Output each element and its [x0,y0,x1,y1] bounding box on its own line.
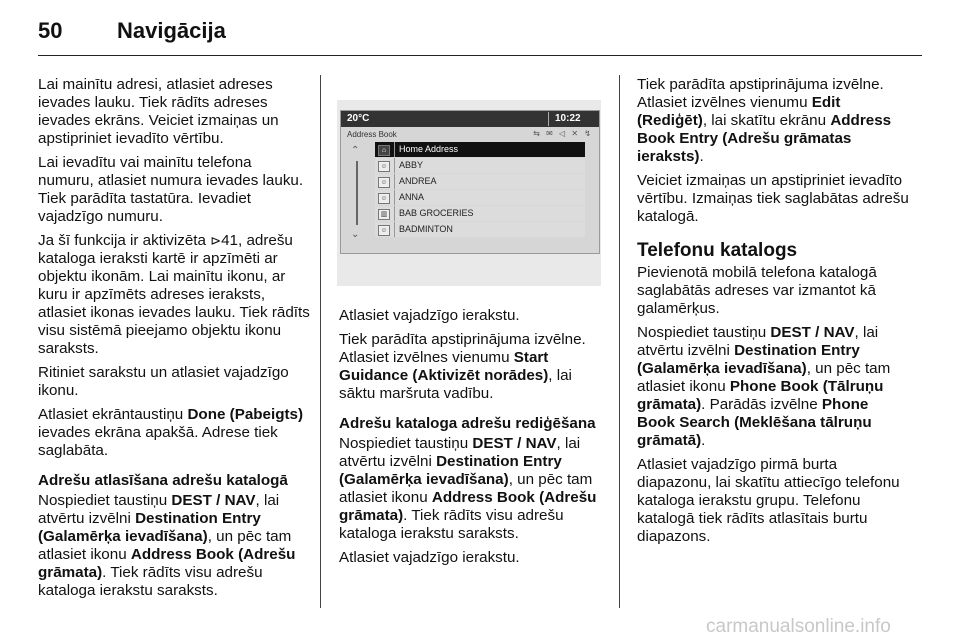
column-divider-1 [320,75,321,608]
watermark: carmanualsonline.info [706,616,891,637]
temperature-readout: 20°C [347,113,370,124]
scroll-track[interactable] [356,161,358,225]
shop-icon: ▥ [378,209,390,220]
paragraph: Ja šī funkcija ir aktivizēta ⊳41, adrešu kataloga ieraksti kartē ir apzīmēti ar objektu ikonām. Lai mainītu ikonu, ar kuru ir apzīmēts adreses ieraksts, atlasiet ikonas ievades lauku. Tiek rādīts visu sistēmā pieejamo objektu ikonu saraksts. [38,232,310,357]
paragraph: Pievienotā mobilā telefona katalogā saglabātās adreses var izmantot kā galamērķus. [637,264,877,317]
paragraph: Nospiediet taustiņu DEST / NAV, lai atvērtu izvēlni Destination Entry (Galamērķa ievadīšana), un pēc tam atlasiet ikonu Address Book (Adrešu grāmata). Tiek rādīts visu adrešu kataloga ierakstu saraksts. [339,435,597,542]
infotainment-screen [340,110,600,254]
list-item[interactable]: ⌂ Home Address [375,142,585,157]
address-list [375,142,585,238]
section-title: Telefonu katalogs [637,240,798,261]
page-header [0,0,960,60]
column-1 [38,76,310,606]
paragraph: Tiek parādīta apstiprinājuma izvēlne. Atlasiet izvēlnes vienumu Start Guidance (Aktivizēt norādes), lai sāktu maršruta vadību. [339,331,586,402]
page-number: 50 [38,18,63,43]
header-rule [38,55,922,56]
paragraph: Atlasiet vajadzīgo ierakstu. [339,307,520,324]
paragraph: Tiek parādīta apstiprinājuma izvēlne. Atlasiet izvēlnes vienumu Edit (Rediģēt), lai skatītu ekrānu Address Book Entry (Adrešu grāmatas ieraksts). [637,76,892,165]
column-3 [637,76,909,552]
page-title: Navigācija [117,18,226,43]
section-heading: Adrešu atlasīšana adrešu katalogā [38,472,288,489]
screen-top-bar [341,111,599,127]
paragraph: Veiciet izmaiņas un apstipriniet ievadīto vērtību. Izmaiņas tiek saglabātas adrešu katalogā. [637,172,909,225]
paragraph: Atlasiet ekrāntaustiņu Done (Pabeigts) ievades ekrāna apakšā. Adrese tiek saglabāta. [38,406,304,459]
address-book-screenshot [337,100,601,286]
paragraph: Atlasiet vajadzīgo ierakstu. [339,549,520,566]
status-icons: ⇆ ✉ ◁ ✕ ↯ [533,129,593,138]
contact-icon: ☺ [378,161,390,172]
paragraph: Atlasiet vajadzīgo pirmā burta diapazonu, lai skatītu attiecīgo telefonu kataloga ierakstu grupu. Telefonu katalogā tiek rādīts atlasītais burtu diapazons. [637,456,900,545]
contact-icon: ☺ [378,177,390,188]
list-item[interactable]: ☺ ABBY [375,158,585,173]
paragraph: Nospiediet taustiņu DEST / NAV, lai atvērtu izvēlni Destination Entry (Galamērķa ievadīšana), un pēc tam atlasiet ikonu Address Book (Adrešu grāmata). Tiek rādīts visu adrešu kataloga ierakstu saraksts. [38,492,296,599]
column-divider-2 [619,75,620,608]
paragraph: Ritiniet sarakstu un atlasiet vajadzīgo ikonu. [38,364,289,399]
contact-icon: ☺ [378,193,390,204]
paragraph: Lai mainītu adresi, atlasiet adreses ievades lauku. Tiek rādīts adreses ievades ekrāns. Veiciet izmaiņas un apstipriniet ievadīto vērtību. [38,76,279,147]
screen-title: Address Book [347,130,397,139]
paragraph: Nospiediet taustiņu DEST / NAV, lai atvērtu izvēlni Destination Entry (Galamērķa ievadīšana), un pēc tam atlasiet ikonu Phone Book (Tālruņu grāmata). Parādās izvēlne Phone Book Search (Meklēšana tālruņu grāmatā). [637,324,891,449]
home-icon: ⌂ [378,145,390,156]
scroll-up-icon[interactable]: ⌃ [351,145,360,156]
section-heading: Adrešu kataloga adrešu rediģēšana [339,415,596,432]
scrollbar[interactable] [349,145,363,245]
page-reference-arrow-icon: ⊳ [210,233,222,248]
list-item[interactable]: ☺ BADMINTON [375,222,585,237]
column-2 [339,307,605,573]
contact-icon: ☺ [378,225,390,236]
list-item[interactable]: ☺ ANDREA [375,174,585,189]
list-item[interactable]: ▥ BAB GROCERIES [375,206,585,221]
list-item[interactable]: ☺ ANNA [375,190,585,205]
scroll-down-icon[interactable]: ⌄ [351,229,360,240]
clock-readout: 10:22 [555,113,581,124]
paragraph: Lai ievadītu vai mainītu telefona numuru, atlasiet numura ievades lauku. Tiek parādīta tastatūra. Ievadiet vajadzīgo numuru. [38,154,304,225]
